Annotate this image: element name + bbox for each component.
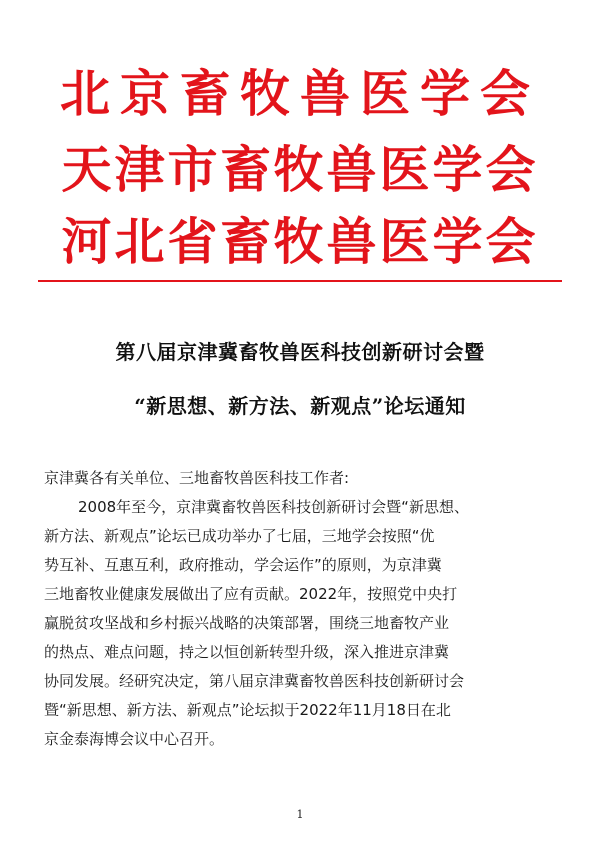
body-line: 的热点、难点问题，持之以恒创新转型升级，深入推进京津冀	[44, 643, 450, 661]
header-org-hebei: 河北省畜牧兽医学会	[61, 212, 539, 271]
page-number: 1	[296, 808, 304, 821]
notice-title-line-1: 第八届京津冀畜牧兽医科技创新研讨会暨	[115, 340, 485, 364]
notice-title-line-2: “新思想、新方法、新观点”论坛通知	[134, 394, 466, 418]
body-line: 三地畜牧业健康发展做出了应有贡献。2022年，按照党中央打	[44, 585, 458, 603]
header-org-beijing: 北京畜牧兽医学会	[60, 64, 540, 123]
notice-body	[44, 464, 564, 754]
header-org-tianjin: 天津市畜牧兽医学会	[61, 140, 539, 199]
body-line: 京金泰海博会议中心召开。	[44, 730, 225, 748]
header-divider	[38, 280, 562, 282]
body-line: 势互补、互惠互利，政府推动，学会运作”的原则，为京津冀	[44, 556, 442, 574]
body-line: 暨“新思想、新方法、新观点”论坛拟于2022年11月18日在北	[44, 701, 451, 719]
body-line: 2008年至今，京津冀畜牧兽医科技创新研讨会暨“新思想、	[78, 498, 469, 516]
body-line: 协同发展。经研究决定，第八届京津冀畜牧兽医科技创新研讨会	[44, 672, 465, 690]
body-line: 新方法、新观点”论坛已成功举办了七届，三地学会按照“优	[44, 527, 435, 545]
salutation: 京津冀各有关单位、三地畜牧兽医科技工作者:	[44, 469, 350, 487]
body-line: 赢脱贫攻坚战和乡村振兴战略的决策部署，围绕三地畜牧产业	[44, 614, 450, 632]
